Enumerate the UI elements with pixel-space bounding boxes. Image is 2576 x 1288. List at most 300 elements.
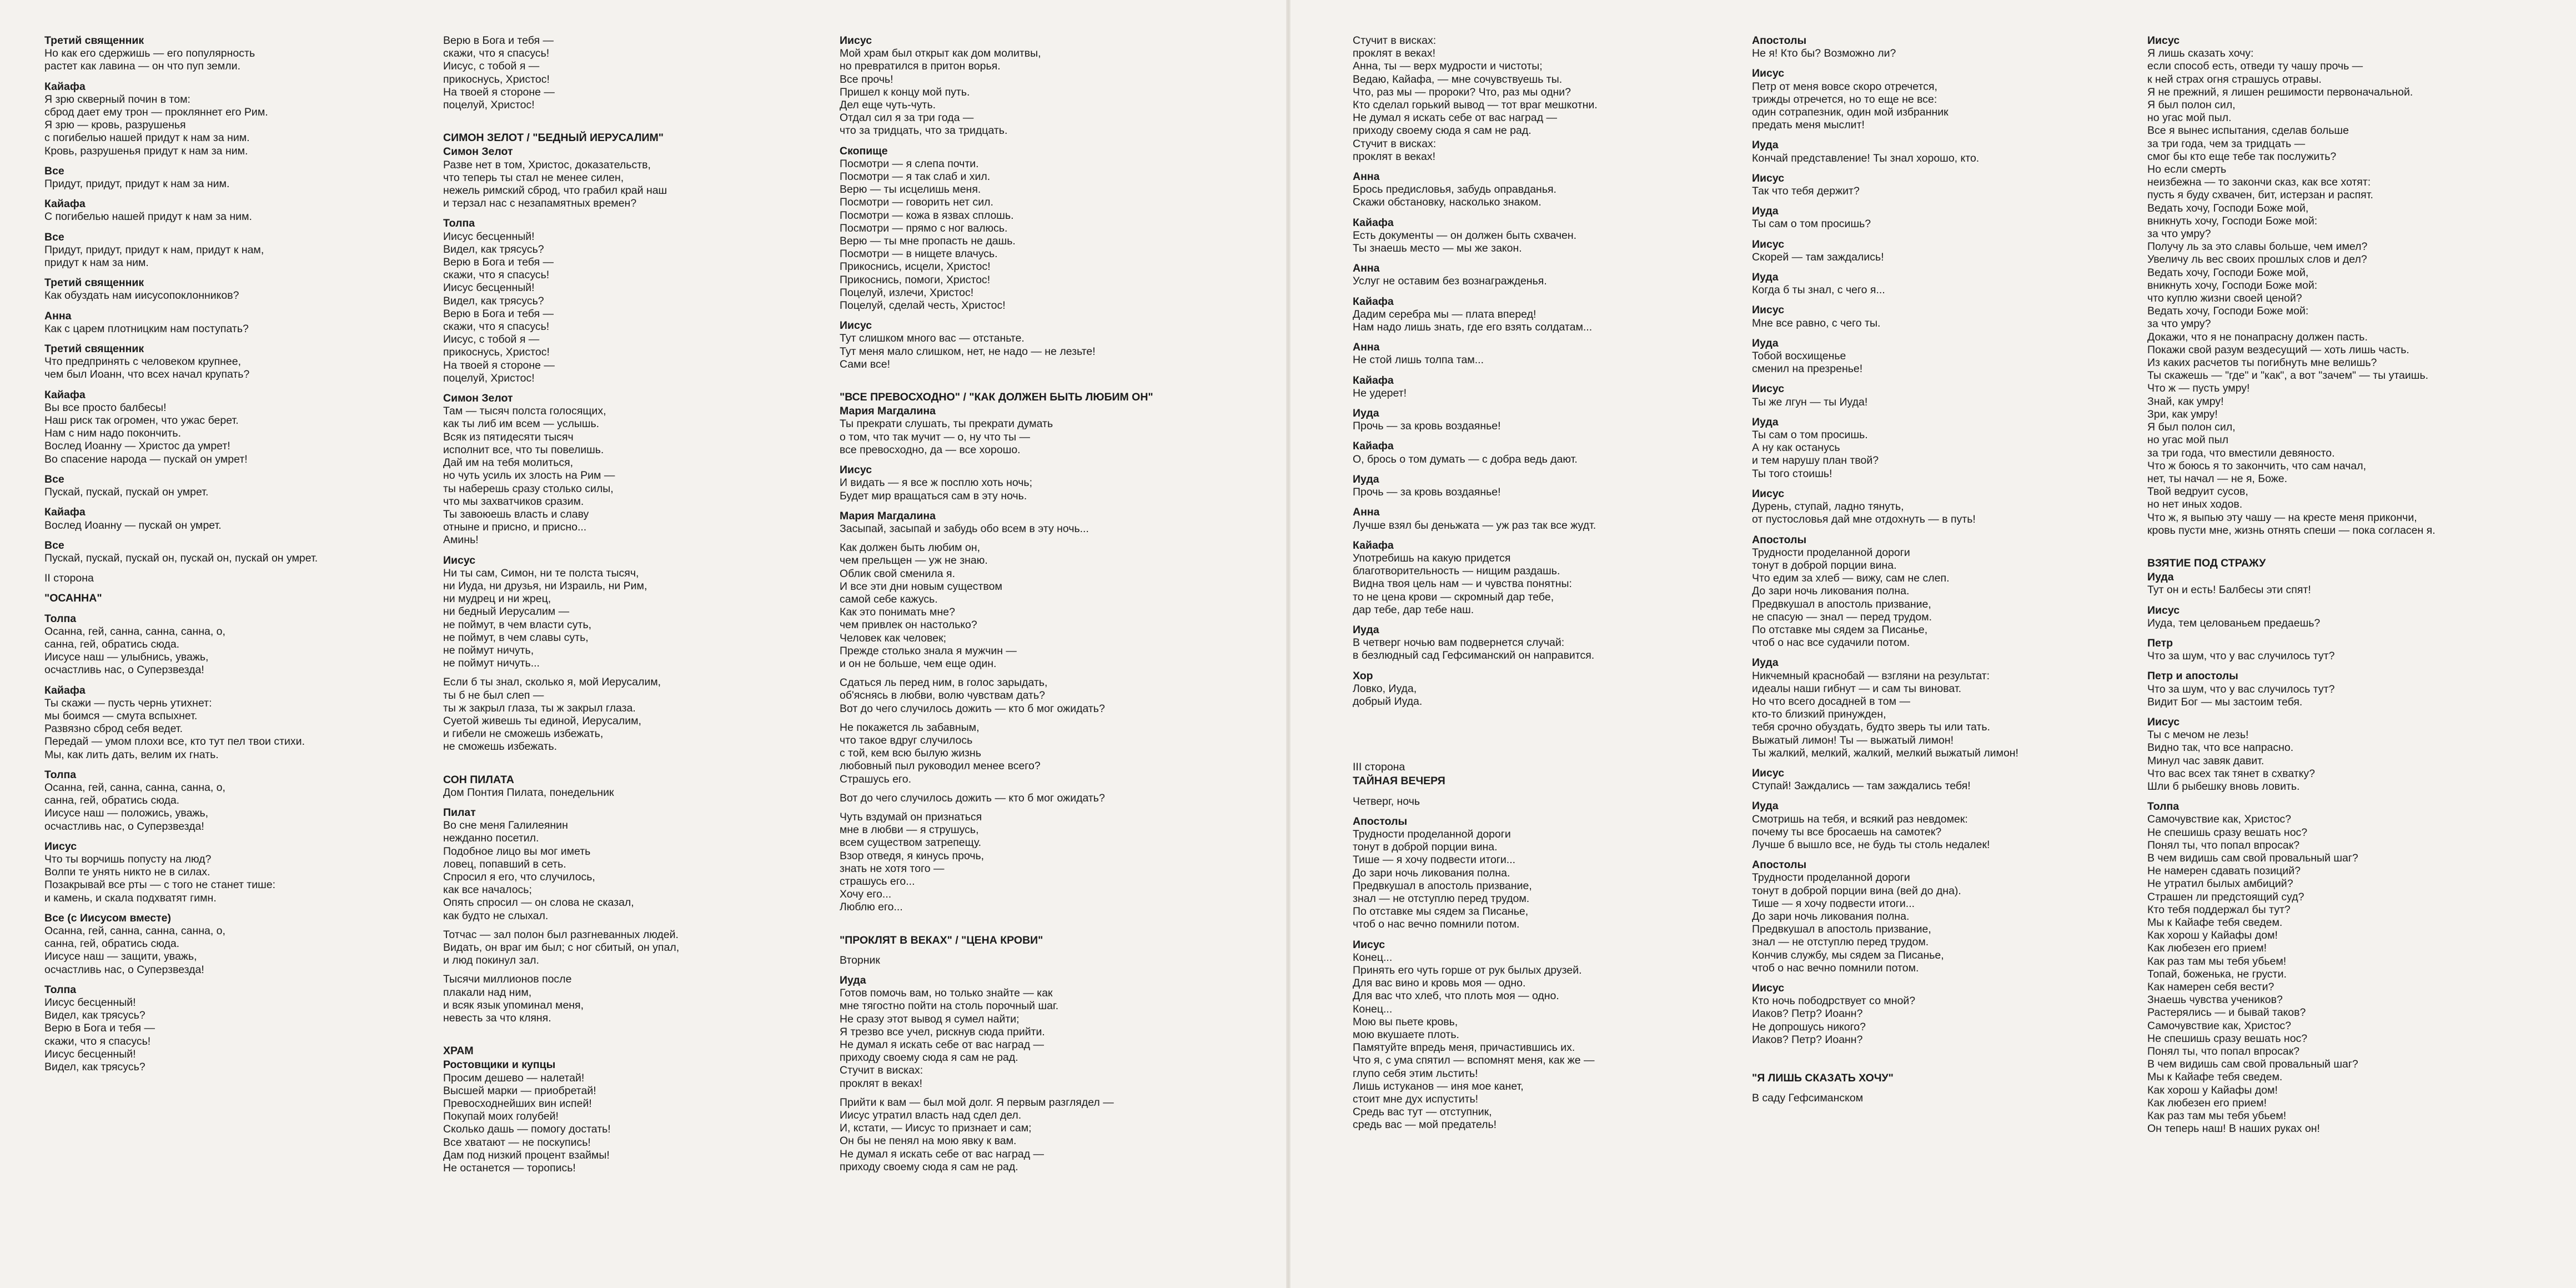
lyric-line: тонут в доброй порции вина. [1353, 841, 1498, 854]
lyric-line: Видел, как трясусь? [44, 1061, 145, 1074]
lyrics-column-3 [840, 34, 1212, 1174]
speaker-name: Иуда [1752, 800, 1779, 813]
lyric-line: Я зрю скверный почин в том: [44, 93, 190, 106]
section-heading: "Я ЛИШЬ СКАЗАТЬ ХОЧУ" [1752, 1072, 1894, 1085]
lyric-line: чтоб о нас вечно помнили потом. [1752, 961, 1919, 974]
speaker-name: Иисус [1752, 383, 1785, 395]
lyric-line: Ты прекрати слушать, ты прекрати думать [840, 418, 1053, 430]
lyric-line: не поймут, в чем власти суть, [443, 618, 592, 631]
lyric-line: Иисус бесценный! [44, 996, 136, 1009]
lyric-line: Не стой лишь толпа там... [1353, 354, 1484, 367]
lyric-line: Что я, с ума спятил — вспомнят меня, как же — [1353, 1054, 1595, 1067]
lyric-line: Кончив службу, мы сядем за Писанье, [1752, 949, 1944, 961]
lyric-line: Для вас вино и кровь моя — одно. [1353, 977, 1526, 990]
lyric-line: благотворительность — нищим раздашь. [1353, 565, 1560, 578]
speaker-name: Иуда [1353, 473, 1379, 485]
lyric-line: Пускай, пускай, пускай он, пускай он, пускай он умрет. [44, 552, 318, 564]
lyric-line: чтоб о нас вечно помнили потом. [1353, 918, 1520, 931]
lyric-line: не поймут, в чем славы суть, [443, 631, 589, 644]
lyric-line: Ты сам о том просишь? [1752, 218, 1871, 230]
lyric-line: Как любезен его прием! [2147, 942, 2267, 955]
lyric-line: Мы, как лить дать, велим их гнать. [44, 748, 219, 761]
lyric-line: санна, гей, обратись сюда. [44, 794, 180, 807]
speaker-name: Иисус [1752, 238, 1785, 250]
lyric-line: поцелуй, Христос! [443, 372, 535, 384]
lyric-line: Никчемный краснобай — взгляни на результат: [1752, 669, 1990, 682]
lyric-line: Осанна, гей, санна, санна, санна, о, [44, 781, 225, 794]
lyric-line: Видит Бог — мы застоим тебя. [2147, 695, 2303, 708]
lyric-line: Употребишь на какую придется [1353, 552, 1511, 564]
speaker-name: Толпа [44, 983, 77, 996]
speaker-name: Кайафа [44, 388, 86, 401]
speaker-name: Апостолы [1353, 815, 1408, 828]
lyric-line: Памятуйте впредь меня, причастившись их. [1353, 1041, 1575, 1054]
lyric-line: кто-то близкий принужден, [1752, 708, 1886, 721]
lyric-line: Верю в Бога и тебя — [44, 1022, 155, 1035]
lyric-line: нет, ты начал — не я, Боже. [2147, 472, 2287, 485]
lyric-line: Ты скажешь — "где" и "как", а вот "зачем" — ты утаишь. [2147, 369, 2429, 382]
lyric-line: С погибелью нашей придут к нам за ним. [44, 211, 252, 223]
lyric-line: Дел еще чуть-чуть. [840, 99, 936, 112]
lyric-line: Тише — я хочу подвести итоги... [1752, 897, 1915, 910]
lyric-line: Верю — ты мне пропасть не дашь. [840, 235, 1016, 248]
lyric-line: Я трезво все учел, рискнув сюда прийти. [840, 1025, 1045, 1038]
lyric-line: Что вас всех так тянет в схватку? [2147, 767, 2316, 780]
speaker-name: Иуда [1752, 139, 1779, 152]
lyric-line: мою вкушаете плоть. [1353, 1029, 1459, 1041]
lyric-line: к ней страх огня страшусь отравы. [2147, 73, 2322, 86]
speaker-name: Иуда [1353, 623, 1379, 636]
lyric-line: Мы к Кайафе тебя сведем. [2147, 916, 2283, 929]
note-text: Четверг, ночь [1353, 795, 1420, 808]
lyric-line: не поймут ничуть, [443, 644, 534, 656]
lyric-line: И видать — я все ж посплю хоть ночь; [840, 477, 1033, 489]
lyric-line: за что умру? [2147, 318, 2211, 330]
lyric-line: Что ж боюсь я то закончить, что сам начал, [2147, 459, 2367, 472]
lyric-line: вникнуть хочу, Господи Боже мой: [2147, 279, 2318, 292]
speaker-name: Анна [1353, 506, 1380, 519]
lyric-line: с погибелью нашей придут к нам за ним. [44, 132, 250, 144]
lyric-line: Так что тебя держит? [1752, 185, 1860, 198]
lyrics-column-6 [2147, 34, 2519, 1135]
lyric-line: Все хватают — не поскупись! [443, 1136, 591, 1149]
speaker-name: Толпа [44, 768, 77, 781]
lyric-line: Во спасение народа — пускай он умрет! [44, 453, 248, 465]
lyric-line: скажи, что я спасусь! [443, 47, 550, 60]
speaker-name: Иисус [840, 34, 872, 47]
speaker-name: Иисус [1353, 938, 1385, 951]
speaker-name: Пилат [443, 806, 476, 819]
lyric-line: По отставке мы сядем за Писанье, [1353, 905, 1529, 918]
lyric-line: Высшей марки — приобретай! [443, 1084, 596, 1097]
lyric-line: Прикоснись, помоги, Христос! [840, 273, 991, 286]
lyric-line: По отставке мы сядем за Писанье, [1752, 623, 1928, 636]
lyric-line: Знаешь чувства учеников? [2147, 994, 2283, 1006]
lyric-line: как все началось; [443, 884, 532, 896]
lyric-line: Придут, придут, придут к нам за ним. [44, 178, 230, 191]
lyric-line: Что, раз мы — пророки? Что, раз мы одни? [1353, 86, 1571, 98]
lyric-line: Иисус бесценный! [443, 282, 535, 294]
lyric-line: Докажи, что я не понапрасну должен пасть. [2147, 330, 2368, 343]
lyric-line: ни бедный Иерусалим — [443, 605, 570, 618]
speaker-name: Толпа [2147, 800, 2180, 813]
lyric-line: Во сне меня Галилеянин [443, 819, 568, 832]
lyric-line: Посмотри — говорить нет сил. [840, 196, 993, 209]
lyric-line: Прочь — за кровь воздаянье! [1353, 420, 1501, 433]
lyric-line: Минул час завяк давит. [2147, 754, 2264, 767]
lyric-line: Ловко, Иуда, [1353, 682, 1417, 695]
lyric-line: дар тебе, дар тебе наш. [1353, 603, 1474, 616]
lyric-line: Самочувствие как, Христос? [2147, 1019, 2292, 1032]
section-heading: "ПРОКЛЯТ В ВЕКАХ" / "ЦЕНА КРОВИ" [840, 934, 1043, 946]
lyric-line: Мы к Кайафе тебя сведем. [2147, 1071, 2283, 1084]
lyric-line: растет как лавина — он что пуп земли. [44, 60, 240, 73]
lyric-line: А ну как останусь [1752, 442, 1840, 454]
lyric-line: Иисусе наш — защити, уважь, [44, 950, 197, 963]
lyric-line: Вот до чего случилось дожить — кто б мог ожидать? [840, 791, 1105, 804]
lyric-line: Получу ль за это славы больше, чем имел? [2147, 240, 2368, 253]
lyric-line: Иисус утратил власть над сдел дел. [840, 1109, 1022, 1122]
speaker-name: Мария Магдалина [840, 509, 936, 522]
lyric-line: Разве нет в том, Христос, доказательств, [443, 158, 651, 171]
lyric-line: Ни ты сам, Симон, ни те полста тысяч, [443, 567, 639, 579]
lyric-line: Зри, как умру! [2147, 408, 2218, 420]
lyric-line: проклят в веках! [840, 1077, 923, 1090]
lyric-line: Пришел к концу мой путь. [840, 86, 970, 98]
lyric-line: Прийти к вам — был мой долг. Я первым разглядел — [840, 1096, 1114, 1109]
lyric-line: тебя срочно обуздать, будто зверь ты или тать. [1752, 721, 1990, 734]
lyric-line: Будет мир вращаться сам в эту ночь. [840, 489, 1027, 502]
lyric-line: ты б не был слеп — [443, 689, 544, 701]
lyric-line: нежель римский сброд, что грабил край наш [443, 184, 667, 197]
lyric-line: Ступай! Заждались — там заждались тебя! [1752, 780, 1971, 793]
lyric-line: тонут в доброй порции вина (вей до дна). [1752, 884, 1961, 897]
lyric-line: Если б ты знал, сколько я, мой Иерусалим, [443, 676, 661, 689]
lyric-line: Иаков? Петр? Иоанн? [1752, 1008, 1863, 1020]
lyric-line: Поцелуй, излечи, Христос! [840, 286, 974, 299]
lyric-line: стоит мне дух испустить! [1353, 1093, 1479, 1106]
lyric-line: Видно так, что все напрасно. [2147, 741, 2294, 754]
lyric-line: Лишь истуканов — иня мое канет, [1353, 1080, 1524, 1092]
lyric-line: и всяк язык упоминал меня, [443, 999, 584, 1011]
lyric-line: приходу своему сюда я сам не рад. [840, 1051, 1018, 1064]
lyric-line: Услуг не оставим без вознагражденья. [1353, 275, 1547, 288]
speaker-name: Апостолы [1752, 533, 1807, 546]
lyric-line: Тотчас — зал полон был разгневанных людей. [443, 928, 679, 941]
lyric-line: Опять спросил — он слова не сказал, [443, 896, 634, 909]
lyric-line: Скажи обстановку, насколько знаком. [1353, 196, 1541, 209]
lyric-line: Что едим за хлеб — вижу, сам не слеп. [1752, 572, 1950, 585]
lyric-line: Кончай представление! Ты знал хорошо, кто. [1752, 152, 1980, 164]
booklet-spine [1286, 0, 1290, 1288]
lyric-line: Средь вас тут — отступник, [1353, 1106, 1492, 1119]
lyric-line: не сможешь избежать. [443, 740, 558, 753]
lyrics-column-5 [1752, 34, 2124, 1105]
lyric-line: Как должен быть любим он, [840, 542, 981, 554]
lyric-line: Позакрывай все рты — с того не станет тише: [44, 879, 276, 891]
lyric-line: Передай — умом плохи все, кто тут пел твои стихи. [44, 735, 305, 748]
lyric-line: Увеличу ль вес своих прошлых слов и дел? [2147, 253, 2367, 266]
lyric-line: Понял ты, что попал впросак? [2147, 1045, 2300, 1058]
lyric-line: от пустословья дай мне отдохнуть — в путь! [1752, 513, 1976, 526]
lyric-line: В четверг ночью вам подвернется случай: [1353, 637, 1565, 649]
lyric-line: скажи, что я спасусь! [443, 269, 550, 282]
lyric-line: и гибели не сможешь избежать, [443, 728, 604, 740]
lyric-line: Тут меня мало слишком, нет, не надо — не лезьте! [840, 345, 1096, 358]
lyric-line: Кто ночь пободрствует со мной? [1752, 995, 1916, 1008]
lyric-line: Я был полон сил, [2147, 421, 2236, 434]
lyrics-column-2 [443, 34, 815, 1175]
lyric-line: чем прельщен — уж не знаю. [840, 554, 988, 567]
speaker-name: Анна [44, 309, 72, 322]
lyric-line: Аминь! [443, 534, 479, 547]
speaker-name: Иисус [44, 840, 77, 853]
lyrics-column-1 [44, 34, 416, 1074]
lyric-line: Видел, как трясусь? [443, 243, 544, 255]
lyric-line: Посмотри — в нищете влачусь. [840, 248, 998, 260]
lyric-line: Пускай, пускай, пускай он умрет. [44, 486, 209, 499]
lyric-line: Но как его сдержишь — его популярность [44, 47, 255, 60]
lyric-line: Осанна, гей, санна, санна, санна, о, [44, 625, 225, 638]
speaker-name: Кайафа [44, 198, 86, 211]
lyric-line: Верю — ты исцелишь меня. [840, 183, 981, 196]
lyric-line: Есть документы — он должен быть схвачен. [1353, 229, 1577, 242]
lyric-line: и камень, и скала подхватят гимн. [44, 891, 217, 904]
lyric-line: мы боимся — смута вспыхнет. [44, 709, 198, 722]
lyric-line: Все прочь! [840, 73, 893, 86]
lyric-line: Как с царем плотницким нам поступать? [44, 322, 249, 335]
lyric-line: Не думал я искать себе от вас наград — [840, 1147, 1045, 1160]
lyric-line: Кто сделал горький вывод — тот враг мешкотни. [1353, 99, 1598, 112]
lyric-line: что такое вдруг случилось [840, 734, 973, 746]
lyric-line: и люд покинул зал. [443, 954, 539, 967]
speaker-name: Иисус [1752, 487, 1785, 500]
speaker-name: Иисус [1752, 766, 1785, 779]
lyric-line: Не спешишь сразу вешать нос? [2147, 826, 2308, 839]
lyric-line: Посмотри — я так слаб и хил. [840, 171, 991, 183]
speaker-name: Анна [1353, 341, 1380, 354]
lyric-line: Тут он и есть! Балбесы эти спят! [2147, 584, 2311, 597]
note-text: II сторона [44, 572, 94, 585]
lyric-line: Верю в Бога и тебя — [443, 307, 554, 320]
lyric-line: но превратился в притон ворья. [840, 60, 1001, 73]
lyric-line: На твоей я стороне — [443, 359, 555, 372]
lyric-line: Что за шум, что у вас случилось тут? [2147, 650, 2335, 663]
lyric-line: все превосходно, да — все хорошо. [840, 443, 1021, 456]
lyric-line: Предвкушал в апостоль призвание, [1752, 598, 1931, 610]
lyric-line: Ведать хочу, Господи Боже мой, [2147, 266, 2309, 279]
lyric-line: Человек как человек; [840, 632, 947, 644]
lyric-line: Но если смерть [2147, 163, 2227, 176]
lyric-line: Ты с мечом не лезь! [2147, 729, 2249, 741]
lyric-line: Иисус бесценный! [44, 1048, 136, 1060]
speaker-name: Иисус [2147, 604, 2180, 617]
lyric-line: Я был полон сил, [2147, 99, 2236, 112]
lyric-line: Чуть вздумай он признаться [840, 810, 982, 823]
speaker-name: Толпа [443, 217, 475, 230]
speaker-name: Кайафа [44, 506, 86, 519]
speaker-name: Анна [1353, 262, 1380, 275]
lyric-line: Не спешишь сразу вешать нос? [2147, 1032, 2308, 1045]
lyric-line: за три года, что вместили девяносто. [2147, 447, 2335, 459]
speaker-name: Симон Зелот [443, 146, 513, 158]
lyric-line: Видать, он враг им был; с ног сбитый, он упал, [443, 941, 680, 954]
lyric-line: осчастливь нас, о Суперзвезда! [44, 963, 204, 976]
lyric-line: любовный пыл руководил менее всего? [840, 760, 1041, 773]
speaker-name: Иисус [1752, 67, 1785, 80]
speaker-name: Иуда [1353, 407, 1379, 420]
lyric-line: Подобное лицо вы мог иметь [443, 845, 591, 858]
speaker-name: Петр и апостолы [2147, 670, 2238, 683]
lyric-line: Развязно сброд себя ведет. [44, 723, 183, 735]
speaker-name: Все (с Иисусом вместе) [44, 911, 171, 924]
speaker-name: Третий священник [44, 343, 144, 355]
lyric-line: Люблю его... [840, 901, 903, 914]
speaker-name: Апостолы [1752, 859, 1807, 871]
lyric-line: самой себе кажусь. [840, 593, 938, 605]
lyric-line: чтоб о нас все судачили потом. [1752, 637, 1910, 649]
lyric-line: санна, гей, обратись сюда. [44, 638, 180, 650]
lyric-line: Все я вынес испытания, сделав больше [2147, 124, 2349, 137]
lyric-line: Он бы не пенял на мою явку к вам. [840, 1135, 1017, 1147]
lyric-line: Трудности проделанной дороги [1752, 871, 1910, 884]
section-heading: СИМОН ЗЕЛОТ / "БЕДНЫЙ ИЕРУСАЛИМ" [443, 132, 664, 144]
lyric-line: Скорей — там заждались! [1752, 250, 1884, 263]
lyric-line: приходу своему сюда я сам не рад. [840, 1160, 1018, 1173]
lyric-line: за что умру? [2147, 228, 2211, 240]
lyric-line: Посмотри — прямо с ног валюсь. [840, 222, 1008, 234]
lyric-line: об'яснясь в любви, волю чувствам дать? [840, 689, 1045, 702]
lyric-line: пусть я буду схвачен, бит, истерзан и распят. [2147, 189, 2373, 202]
lyric-line: Страшусь его. [840, 773, 911, 785]
speaker-name: Кайафа [1353, 216, 1394, 229]
speaker-name: Кайафа [1353, 440, 1394, 453]
lyric-line: Кто тебя поддержал бы тут? [2147, 903, 2291, 916]
lyric-line: осчастливь нас, о Суперзвезда! [44, 820, 204, 833]
lyric-line: Не удерет! [1353, 387, 1407, 399]
lyric-line: Иисус, с тобой я — [443, 60, 540, 73]
lyric-line: Что ж, я выпью эту чашу — на кресте меня прикончи, [2147, 511, 2417, 524]
lyric-line: Ты же лгун — ты Иуда! [1752, 395, 1868, 408]
lyric-line: Как намерен себя вести? [2147, 981, 2274, 994]
lyric-line: Конец... [1353, 1003, 1393, 1015]
lyric-line: Вот до чего случилось дожить — кто б мог ожидать? [840, 702, 1105, 715]
lyric-line: Как обуздать нам иисусопоклонников? [44, 289, 239, 302]
lyric-line: Ты жалкий, мелкий, жалкий, мелкий выжатый лимон! [1752, 746, 2018, 759]
lyric-line: Он теперь наш! В наших руках он! [2147, 1122, 2320, 1135]
lyric-line: Придут, придут, придут к нам, придут к нам, [44, 243, 264, 256]
lyric-line: мне тягостно пойти на столь порочный шаг. [840, 1000, 1059, 1013]
speaker-name: Третий священник [44, 277, 144, 289]
lyric-line: Твой ведруит сусов, [2147, 485, 2248, 498]
speaker-name: Ростовщики и купцы [443, 1059, 556, 1071]
lyric-line: средь вас — мой предатель! [1353, 1119, 1497, 1131]
lyric-line: Вослед Иоанну — Христос да умрет! [44, 440, 230, 453]
speaker-name: Кайафа [44, 684, 86, 696]
lyric-line: ты наберешь сразу столько силы, [443, 482, 614, 495]
lyric-line: Не я! Кто бы? Возможно ли? [1752, 47, 1896, 60]
speaker-name: Иисус [2147, 34, 2180, 47]
lyric-line: До зари ночь ликования полна. [1752, 910, 1910, 923]
lyric-line: Как любезен его прием! [2147, 1096, 2267, 1109]
lyric-line: за три года, чем за тридцать — [2147, 137, 2306, 150]
lyric-line: скажи, что я спасусь! [44, 1035, 151, 1048]
lyric-line: В чем видишь сам свой провальный шаг? [2147, 851, 2358, 864]
lyric-line: проклят в веках! [1353, 150, 1436, 163]
speaker-name: Иисус [2147, 715, 2180, 728]
lyric-line: почему ты все бросаешь на самотек? [1752, 825, 1942, 838]
lyric-line: Трудности проделанной дороги [1752, 546, 1910, 559]
lyric-line: Предвкушал в апостоль призвание, [1752, 923, 1931, 936]
lyric-line: Сами все! [840, 358, 891, 370]
lyric-line: Выжатый лимон! Ты — выжатый лимон! [1752, 734, 1954, 746]
lyric-line: Видел, как трясусь? [443, 294, 544, 307]
lyric-line: Анна, ты — верх мудрости и чистоты; [1353, 60, 1543, 73]
lyric-line: Лучше б вышло все, не будь ты столь недалек! [1752, 838, 1990, 851]
lyric-line: Что ты ворчишь попусту на люд? [44, 853, 212, 865]
lyric-line: Понял ты, что попал впросак? [2147, 839, 2300, 851]
lyric-line: и тем нарушу план твой? [1752, 454, 1879, 467]
lyric-line: Осанна, гей, санна, санна, санна, о, [44, 924, 225, 937]
lyric-line: Ты того стоишь! [1752, 467, 1832, 480]
lyric-line: невесть за что кляня. [443, 1012, 551, 1025]
lyric-line: Превосходнейших вин испей! [443, 1097, 592, 1110]
lyric-line: Стучит в висках: [840, 1064, 923, 1077]
lyric-line: чем привлек он настолько? [840, 619, 977, 632]
lyric-line: неизбежна — то закончи сказ, как все хотят: [2147, 176, 2371, 189]
lyric-line: Предвкушал в апостоль призвание, [1353, 879, 1532, 892]
lyric-line: Тише — я хочу подвести итоги... [1353, 854, 1516, 866]
lyric-line: добрый Иуда. [1353, 695, 1423, 708]
lyric-line: Шли б рыбешку вновь ловить. [2147, 780, 2300, 793]
lyric-line: Хочу его... [840, 888, 892, 901]
note-text: Вторник [840, 954, 880, 966]
lyric-line: знать не хотя того — [840, 862, 945, 875]
lyric-line: Смотришь на тебя, и всякий раз невдомек: [1752, 813, 1968, 825]
lyric-line: один сотрапезник, один мой избранник [1752, 106, 1949, 119]
lyric-line: Мою вы пьете кровь, [1353, 1015, 1458, 1028]
lyric-line: исполнит все, что ты повелишь. [443, 443, 604, 456]
lyric-line: На твоей я стороне — [443, 86, 555, 98]
lyric-line: о том, что так мучит — о, ну что ты — [840, 430, 1031, 443]
speaker-name: Толпа [44, 612, 77, 625]
lyric-line: Вы все просто балбесы! [44, 401, 167, 414]
lyric-line: Для вас что хлеб, что плоть моя — одно. [1353, 990, 1559, 1003]
lyric-line: Ты завоюешь власть и славу [443, 508, 589, 520]
lyric-line: осчастливь нас, о Суперзвезда! [44, 664, 204, 676]
lyric-line: вникнуть хочу, Господи Боже мой: [2147, 214, 2318, 227]
lyric-line: Что предпринять с человеком крупнее, [44, 355, 242, 368]
lyric-line: сброд дает ему трон — прокляннет его Рим. [44, 106, 268, 119]
lyric-line: Как хорош у Кайафы дом! [2147, 929, 2278, 942]
section-heading: "ВСЕ ПРЕВОСХОДНО" / "КАК ДОЛЖЕН БЫТЬ ЛЮБИМ ОН" [840, 391, 1153, 404]
lyric-line: До зари ночь ликования полна. [1353, 866, 1510, 879]
lyric-line: Что за шум, что у вас случилось тут? [2147, 683, 2335, 695]
lyric-line: Не намерен сдавать позиций? [2147, 865, 2301, 878]
speaker-name: Апостолы [1752, 34, 1807, 47]
speaker-name: Иисус [1752, 982, 1785, 994]
lyric-line: Стучит в висках: [1353, 137, 1437, 150]
speaker-name: Третий священник [44, 34, 144, 47]
lyric-line: Лучше взял бы деньжата — уж раз так все жудт. [1353, 519, 1596, 532]
lyric-line: Растерялись — и бывай таков? [2147, 1006, 2306, 1019]
lyric-line: чем был Иоанн, что всех начал крупать? [44, 368, 250, 381]
lyric-line: если способ есть, отведи ту чашу прочь — [2147, 60, 2363, 73]
lyric-line: страшусь его... [840, 875, 915, 888]
lyric-line: Волпи те унять никто не в силах. [44, 866, 210, 879]
lyric-line: ни мудрец и ни жрец, [443, 593, 551, 605]
section-heading: СОН ПИЛАТА [443, 773, 514, 786]
